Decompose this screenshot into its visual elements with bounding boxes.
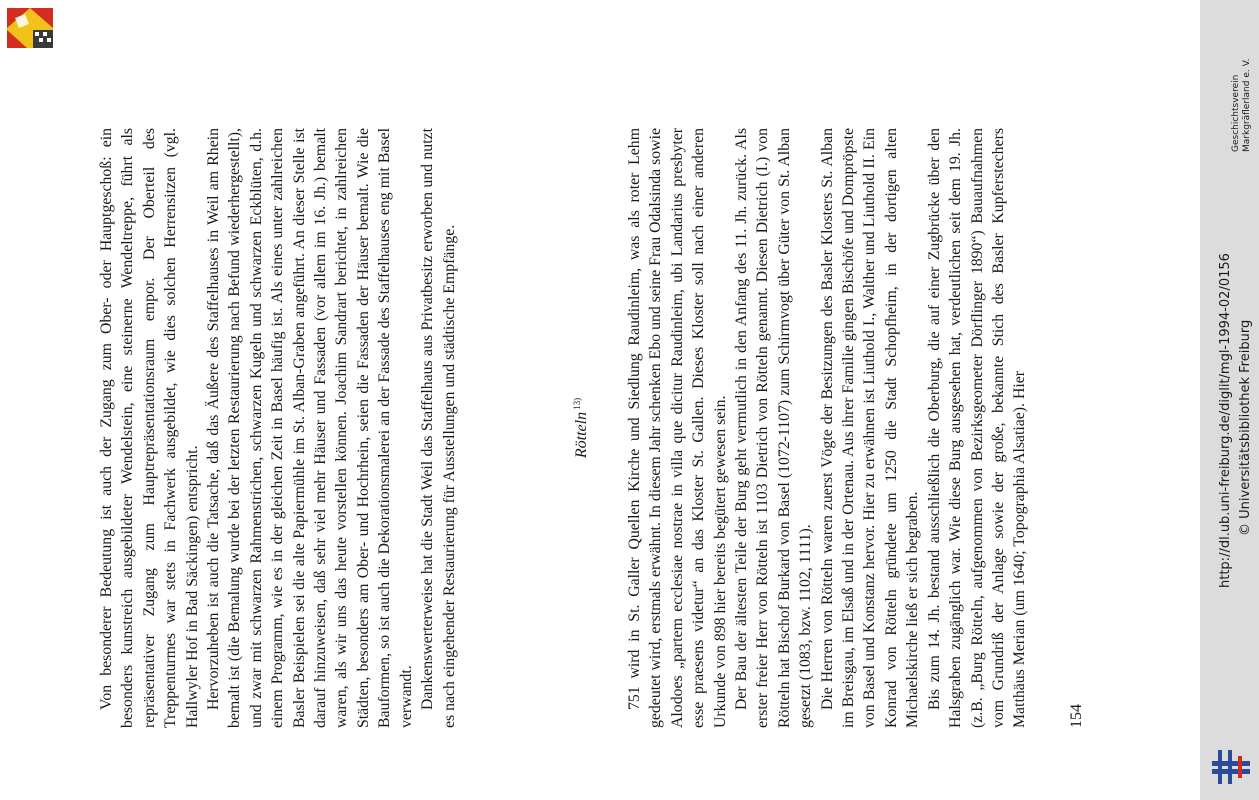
coat-of-arms-icon [7, 8, 53, 48]
footnote-marker: 13) [572, 397, 582, 410]
org-name-line1: Geschichtsverein [1231, 74, 1241, 152]
copyright-notice: © Universitätsbibliothek Freiburg [1238, 319, 1253, 536]
paragraph: 751 wird in St. Galler Quellen Kirche und Siedlung Raudinleim, was als roter Lehm gedeutet wird, erstmals erwähnt. In diesem Jahr schenken Ebo und seine Frau Odalsinda sowie Alodoes „partem ecclesiae nostrae in villa que dicitur Raudinleim, ubi Landarius presbyter esse praesens videtur“ an das Kloster St. Gallen. Dieses Kloster soll nach einer anderen Urkunde von 898 hier bereits begütert gewesen sein. [626, 128, 729, 728]
org-name-line2: Markgräflerland e. V. [1242, 58, 1252, 152]
section-heading [572, 128, 591, 728]
paragraph: Die Herren von Rötteln waren zuerst Vögte der Besitzungen des Basler Klosters St. Alban im Breisgau, im Elsaß und in der Ortenau. Aus ihrer Familie gingen Bischöfe und Dompröpste von Basel und Konstanz hervor. Hier zu erwähnen ist Liuthold I., Walther und Liuthold II. Ein Konrad von Rötteln gründete um 1250 die Stadt Schopfheim, in der dortigen alten Michaelskirche ließ er sich begraben. [818, 128, 922, 728]
paragraph: Von besonderer Bedeutung ist auch der Zugang zum Ober- oder Hauptgeschoß: ein besonders kunstreich ausgebildeter Wendelstein, eine steinerne Wendeltreppe, führt als repräsentativer Zugang zum Hauptrepräsentationsraum empor. Der Oberteil des Treppenturmes war stets in Fachwerk ausgebildet, wie dies solchen Herrensitzen (vgl. Hallwyler Hof in Bad Säckingen) entspricht. [98, 128, 201, 728]
paragraph: Der Bau der ältesten Teile der Burg geht vermutlich in den Anfang des 11. Jh. zurück. Als erster freier Herr von Rötteln ist 1103 Dietrich von Rötteln genannt. Diesen Dietrich (I.) von Rötteln hat Bischof Burkard von Basel (1072-1107) zum Schirmvogt über Güter von St. Alban gesetzt (1083, bzw. 1102, 1111). [733, 128, 815, 728]
page-number: 154 [1068, 704, 1085, 728]
paragraph: Hervorzuheben ist auch die Tatsache, daß das Äußere des Staffelhauses in Weil am Rhein bemalt ist (die Bemalung wurde bei der letzten Restaurierung nach Befund wiederhergestellt), und zwar mit schwarzen Rahmenstrichen, schwarzen Kugeln und schwarzen Eckblüten, d.h. einem Programm, wie es in der gleichen Zeit in Basel häufig ist. Als eines unter zahlreichen Basler Beispielen sei die alte Papiermühle im St. Alban-Graben angeführt. An dieser Stelle ist darauf hinzuweisen, daß sehr viel mehr Häuser und Fassaden (vor allem im 16. Jh.) bemalt waren, als wir uns das heute vorstellen können. Joachim Sandrart berichtet, in zahlreichen Städten, besonders am Ober- und Hochrhein, seien die Fassaden der Häuser bemalt. Wie die Bauformen, so ist auch die Dekorationsmalerei an der Fassade des Staffelhauses eng mit Basel verwandt. [205, 128, 415, 728]
text-block-roetteln [624, 128, 1031, 728]
heading-text: Rötteln [573, 411, 590, 459]
paragraph: Dankenswerterweise hat die Stadt Weil das Staffelhaus aus Privatbesitz erworben und nutzt es nach eingehender Restaurierung für Ausstellungen und städtische Empfänge. [419, 128, 458, 728]
paragraph: Bis zum 14. Jh. bestand ausschließlich die Oberburg, die auf einer Zugbrücke über den Halsgraben zugänglich war. Wie diese Burg ausgesehen hat, verdeutlichen seit dem 19. Jh. (z.B. „Burg Rötteln, aufgenommen von Bezirksgeometer Dörflinger 1890“) Bauaufnahmen vom Grundriß der Anlage sowie der große, bekannte Stich des Basler Kupferstechers Matthäus Merian (um 1640; Topographia Alsatiae). Hier [925, 128, 1029, 728]
ub-freiburg-logo-icon[interactable] [1210, 748, 1252, 786]
permalink-url[interactable]: http://dl.ub.uni-freiburg.de/diglit/mgl-1994-02/0156 [1218, 253, 1233, 588]
text-block-staffelhaus [96, 128, 460, 728]
